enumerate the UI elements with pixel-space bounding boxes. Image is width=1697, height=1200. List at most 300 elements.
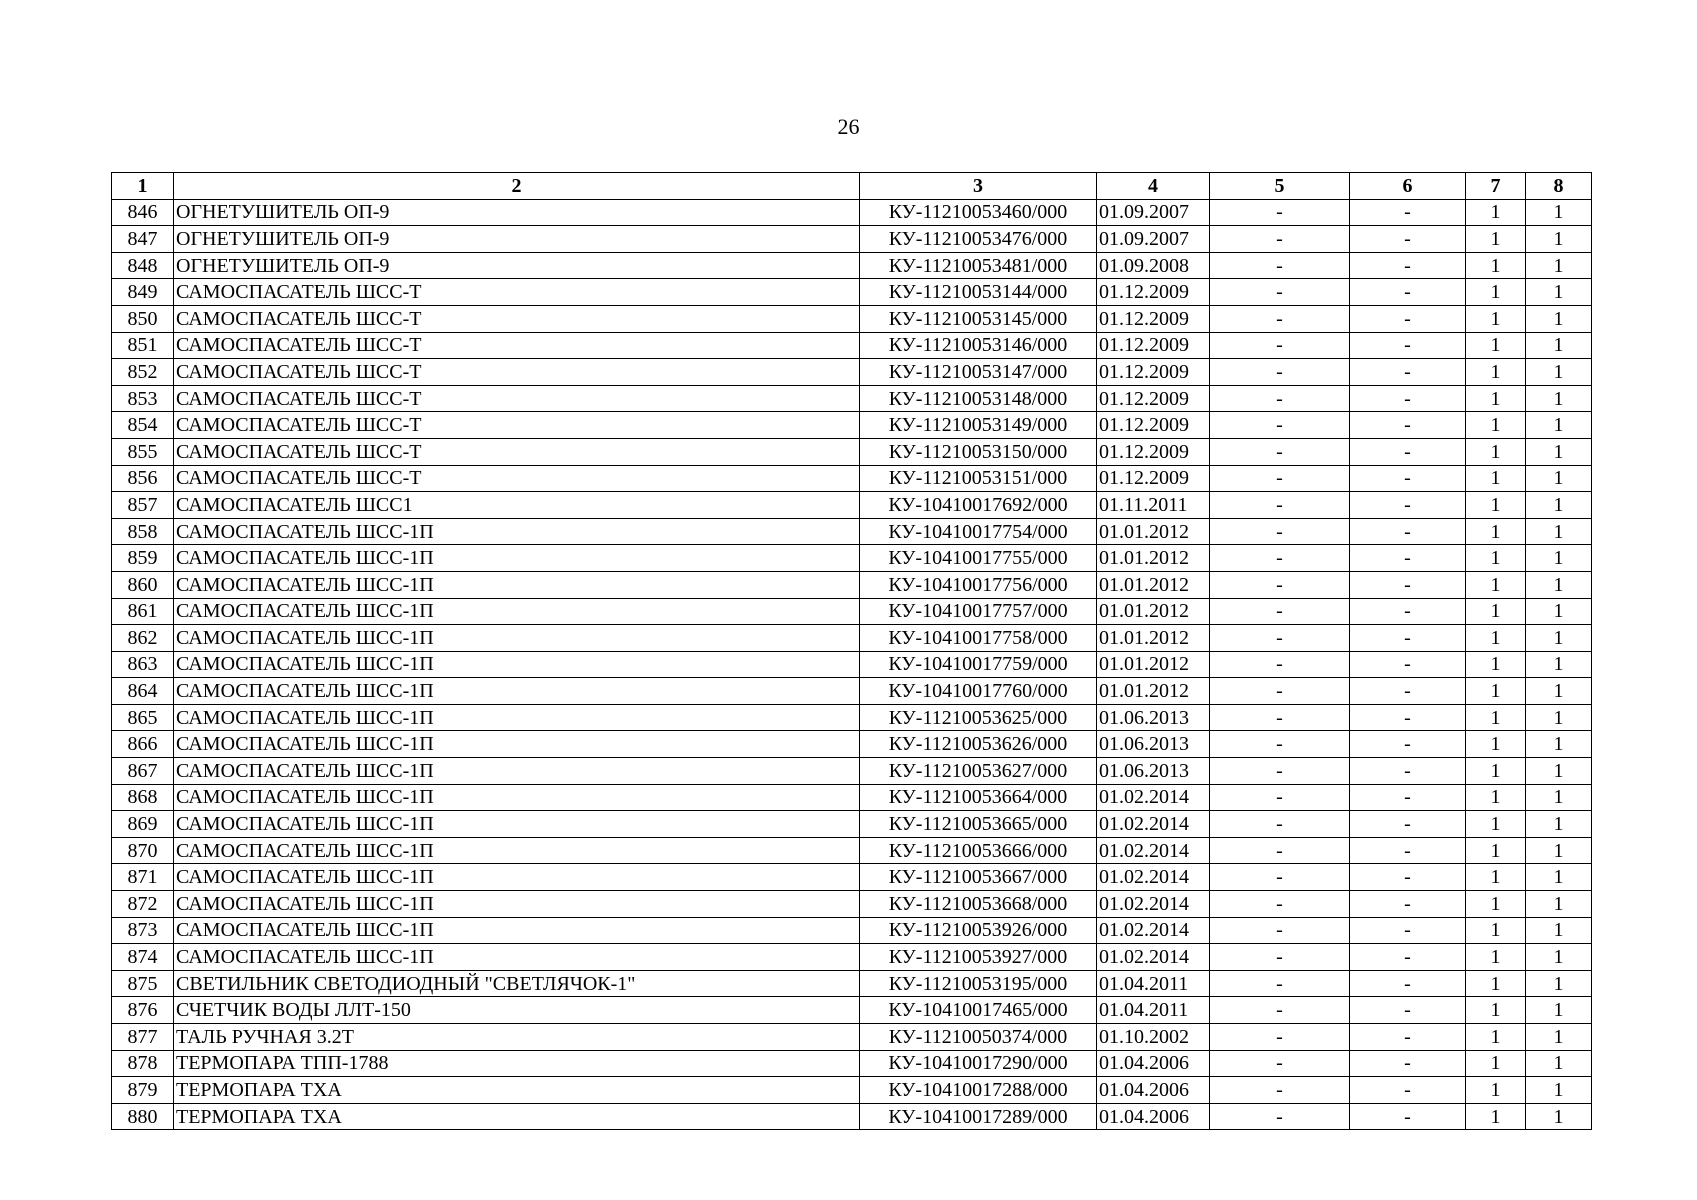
cell-col-8: 1 [1526, 252, 1592, 279]
cell-name: САМОСПАСАТЕЛЬ ШСС-1П [174, 651, 860, 678]
cell-col-6: - [1350, 891, 1466, 918]
cell-name: ТЕРМОПАРА ТХА [174, 1077, 860, 1104]
table-row [112, 492, 1592, 519]
cell-number: 877 [112, 1024, 174, 1051]
cell-date: 01.12.2009 [1097, 438, 1210, 465]
cell-number: 847 [112, 226, 174, 253]
table-row [112, 625, 1592, 652]
cell-number: 861 [112, 598, 174, 625]
table-row [112, 332, 1592, 359]
cell-col-6: - [1350, 758, 1466, 785]
cell-inventory-code: КУ-10410017755/000 [860, 545, 1097, 572]
cell-date: 01.04.2011 [1097, 970, 1210, 997]
cell-col-7: 1 [1466, 305, 1526, 332]
cell-number: 858 [112, 518, 174, 545]
cell-name: САМОСПАСАТЕЛЬ ШСС-1П [174, 917, 860, 944]
table-row [112, 651, 1592, 678]
cell-col-8: 1 [1526, 704, 1592, 731]
cell-inventory-code: КУ-11210053145/000 [860, 305, 1097, 332]
table-row [112, 917, 1592, 944]
cell-col-6: - [1350, 625, 1466, 652]
cell-col-6: - [1350, 252, 1466, 279]
cell-name: САМОСПАСАТЕЛЬ ШСС-1П [174, 625, 860, 652]
cell-col-8: 1 [1526, 758, 1592, 785]
cell-col-8: 1 [1526, 678, 1592, 705]
column-header-2: 2 [174, 173, 860, 200]
cell-name: САМОСПАСАТЕЛЬ ШСС-1П [174, 571, 860, 598]
cell-inventory-code: КУ-11210053666/000 [860, 837, 1097, 864]
cell-col-6: - [1350, 332, 1466, 359]
cell-number: 880 [112, 1103, 174, 1130]
cell-col-5: - [1210, 970, 1350, 997]
cell-col-7: 1 [1466, 1077, 1526, 1104]
cell-col-5: - [1210, 252, 1350, 279]
cell-col-8: 1 [1526, 492, 1592, 519]
cell-inventory-code: КУ-11210053146/000 [860, 332, 1097, 359]
cell-name: САМОСПАСАТЕЛЬ ШСС-1П [174, 944, 860, 971]
cell-name: САМОСПАСАТЕЛЬ ШСС-1П [174, 811, 860, 838]
page-number: 26 [837, 114, 860, 139]
cell-col-8: 1 [1526, 1077, 1592, 1104]
cell-col-6: - [1350, 518, 1466, 545]
cell-name: САМОСПАСАТЕЛЬ ШСС-Т [174, 385, 860, 412]
cell-inventory-code: КУ-11210053667/000 [860, 864, 1097, 891]
cell-col-5: - [1210, 412, 1350, 439]
cell-col-5: - [1210, 625, 1350, 652]
cell-col-6: - [1350, 438, 1466, 465]
cell-inventory-code: КУ-11210053627/000 [860, 758, 1097, 785]
cell-number: 856 [112, 465, 174, 492]
cell-col-8: 1 [1526, 864, 1592, 891]
cell-col-8: 1 [1526, 1103, 1592, 1130]
table-row [112, 944, 1592, 971]
cell-col-5: - [1210, 678, 1350, 705]
cell-col-7: 1 [1466, 571, 1526, 598]
cell-col-6: - [1350, 944, 1466, 971]
cell-col-5: - [1210, 704, 1350, 731]
column-header-4: 4 [1097, 173, 1210, 200]
cell-col-8: 1 [1526, 279, 1592, 306]
cell-number: 854 [112, 412, 174, 439]
cell-inventory-code: КУ-10410017290/000 [860, 1050, 1097, 1077]
table-row [112, 438, 1592, 465]
cell-col-6: - [1350, 917, 1466, 944]
cell-col-8: 1 [1526, 305, 1592, 332]
cell-col-7: 1 [1466, 651, 1526, 678]
table-row [112, 226, 1592, 253]
cell-col-7: 1 [1466, 970, 1526, 997]
cell-col-7: 1 [1466, 917, 1526, 944]
cell-name: САМОСПАСАТЕЛЬ ШСС-1П [174, 784, 860, 811]
cell-col-5: - [1210, 811, 1350, 838]
cell-date: 01.12.2009 [1097, 279, 1210, 306]
table-row [112, 518, 1592, 545]
cell-date: 01.01.2012 [1097, 625, 1210, 652]
cell-col-8: 1 [1526, 731, 1592, 758]
cell-col-7: 1 [1466, 226, 1526, 253]
cell-number: 849 [112, 279, 174, 306]
cell-number: 869 [112, 811, 174, 838]
cell-col-6: - [1350, 837, 1466, 864]
cell-col-8: 1 [1526, 598, 1592, 625]
cell-number: 870 [112, 837, 174, 864]
cell-col-7: 1 [1466, 252, 1526, 279]
table-row [112, 359, 1592, 386]
cell-date: 01.06.2013 [1097, 704, 1210, 731]
cell-inventory-code: КУ-11210053664/000 [860, 784, 1097, 811]
table-body [112, 199, 1592, 1130]
cell-col-8: 1 [1526, 571, 1592, 598]
cell-col-7: 1 [1466, 891, 1526, 918]
cell-number: 848 [112, 252, 174, 279]
cell-col-7: 1 [1466, 385, 1526, 412]
cell-name: САМОСПАСАТЕЛЬ ШСС-Т [174, 465, 860, 492]
cell-col-5: - [1210, 1024, 1350, 1051]
cell-col-8: 1 [1526, 784, 1592, 811]
cell-number: 855 [112, 438, 174, 465]
table-row [112, 970, 1592, 997]
cell-number: 867 [112, 758, 174, 785]
cell-col-5: - [1210, 518, 1350, 545]
cell-col-7: 1 [1466, 279, 1526, 306]
cell-col-7: 1 [1466, 465, 1526, 492]
cell-number: 874 [112, 944, 174, 971]
cell-date: 01.04.2006 [1097, 1103, 1210, 1130]
cell-name: САМОСПАСАТЕЛЬ ШСС-Т [174, 412, 860, 439]
table-row [112, 731, 1592, 758]
cell-col-6: - [1350, 704, 1466, 731]
cell-col-8: 1 [1526, 837, 1592, 864]
cell-inventory-code: КУ-11210053625/000 [860, 704, 1097, 731]
cell-col-6: - [1350, 678, 1466, 705]
table-row [112, 704, 1592, 731]
cell-date: 01.12.2009 [1097, 359, 1210, 386]
cell-name: САМОСПАСАТЕЛЬ ШСС-1П [174, 704, 860, 731]
table-row [112, 412, 1592, 439]
cell-col-5: - [1210, 545, 1350, 572]
cell-date: 01.02.2014 [1097, 891, 1210, 918]
cell-col-8: 1 [1526, 359, 1592, 386]
cell-col-5: - [1210, 571, 1350, 598]
cell-date: 01.10.2002 [1097, 1024, 1210, 1051]
cell-number: 859 [112, 545, 174, 572]
cell-date: 01.12.2009 [1097, 412, 1210, 439]
cell-col-5: - [1210, 837, 1350, 864]
cell-col-5: - [1210, 359, 1350, 386]
cell-col-5: - [1210, 226, 1350, 253]
cell-col-5: - [1210, 598, 1350, 625]
cell-name: ТАЛЬ РУЧНАЯ 3.2Т [174, 1024, 860, 1051]
cell-col-6: - [1350, 811, 1466, 838]
cell-inventory-code: КУ-10410017760/000 [860, 678, 1097, 705]
table-row [112, 571, 1592, 598]
cell-name: ТЕРМОПАРА ТПП-1788 [174, 1050, 860, 1077]
cell-col-5: - [1210, 651, 1350, 678]
cell-col-7: 1 [1466, 199, 1526, 226]
cell-inventory-code: КУ-11210053626/000 [860, 731, 1097, 758]
cell-col-5: - [1210, 944, 1350, 971]
cell-col-6: - [1350, 226, 1466, 253]
cell-col-8: 1 [1526, 1024, 1592, 1051]
table-row [112, 864, 1592, 891]
cell-name: САМОСПАСАТЕЛЬ ШСС-Т [174, 305, 860, 332]
cell-col-8: 1 [1526, 917, 1592, 944]
cell-date: 01.01.2012 [1097, 651, 1210, 678]
cell-name: САМОСПАСАТЕЛЬ ШСС-1П [174, 758, 860, 785]
cell-col-6: - [1350, 1103, 1466, 1130]
cell-col-7: 1 [1466, 811, 1526, 838]
column-header-7: 7 [1466, 173, 1526, 200]
cell-inventory-code: КУ-11210053665/000 [860, 811, 1097, 838]
cell-col-5: - [1210, 997, 1350, 1024]
cell-number: 866 [112, 731, 174, 758]
cell-date: 01.04.2006 [1097, 1050, 1210, 1077]
cell-col-7: 1 [1466, 758, 1526, 785]
cell-number: 863 [112, 651, 174, 678]
cell-name: САМОСПАСАТЕЛЬ ШСС1 [174, 492, 860, 519]
cell-col-6: - [1350, 1050, 1466, 1077]
column-header-1: 1 [112, 173, 174, 200]
cell-inventory-code: КУ-11210053150/000 [860, 438, 1097, 465]
cell-col-7: 1 [1466, 625, 1526, 652]
table-row [112, 997, 1592, 1024]
cell-number: 865 [112, 704, 174, 731]
cell-name: САМОСПАСАТЕЛЬ ШСС-Т [174, 332, 860, 359]
cell-col-7: 1 [1466, 704, 1526, 731]
cell-col-8: 1 [1526, 970, 1592, 997]
table-row [112, 1077, 1592, 1104]
cell-date: 01.12.2009 [1097, 305, 1210, 332]
cell-name: ТЕРМОПАРА ТХА [174, 1103, 860, 1130]
table-row [112, 758, 1592, 785]
cell-inventory-code: КУ-11210053144/000 [860, 279, 1097, 306]
cell-number: 852 [112, 359, 174, 386]
table-row [112, 545, 1592, 572]
table-row [112, 678, 1592, 705]
header-row [112, 173, 1592, 200]
table-row [112, 1050, 1592, 1077]
cell-inventory-code: КУ-11210053926/000 [860, 917, 1097, 944]
cell-name: САМОСПАСАТЕЛЬ ШСС-1П [174, 864, 860, 891]
cell-number: 864 [112, 678, 174, 705]
cell-name: САМОСПАСАТЕЛЬ ШСС-1П [174, 678, 860, 705]
cell-col-6: - [1350, 970, 1466, 997]
cell-col-6: - [1350, 651, 1466, 678]
cell-col-7: 1 [1466, 837, 1526, 864]
cell-date: 01.01.2012 [1097, 518, 1210, 545]
cell-date: 01.12.2009 [1097, 465, 1210, 492]
cell-number: 871 [112, 864, 174, 891]
table-row [112, 252, 1592, 279]
cell-name: САМОСПАСАТЕЛЬ ШСС-1П [174, 837, 860, 864]
cell-col-7: 1 [1466, 1024, 1526, 1051]
cell-inventory-code: КУ-10410017289/000 [860, 1103, 1097, 1130]
cell-col-8: 1 [1526, 412, 1592, 439]
cell-col-8: 1 [1526, 226, 1592, 253]
cell-date: 01.01.2012 [1097, 598, 1210, 625]
cell-date: 01.02.2014 [1097, 811, 1210, 838]
cell-name: ОГНЕТУШИТЕЛЬ ОП-9 [174, 199, 860, 226]
table-row [112, 385, 1592, 412]
column-header-3: 3 [860, 173, 1097, 200]
cell-inventory-code: КУ-10410017759/000 [860, 651, 1097, 678]
cell-number: 873 [112, 917, 174, 944]
cell-inventory-code: КУ-11210053151/000 [860, 465, 1097, 492]
cell-date: 01.04.2011 [1097, 997, 1210, 1024]
column-header-5: 5 [1210, 173, 1350, 200]
cell-name: САМОСПАСАТЕЛЬ ШСС-1П [174, 598, 860, 625]
cell-col-6: - [1350, 997, 1466, 1024]
cell-col-5: - [1210, 305, 1350, 332]
cell-inventory-code: КУ-10410017758/000 [860, 625, 1097, 652]
cell-date: 01.04.2006 [1097, 1077, 1210, 1104]
table-row [112, 837, 1592, 864]
cell-number: 851 [112, 332, 174, 359]
cell-col-6: - [1350, 279, 1466, 306]
cell-date: 01.02.2014 [1097, 917, 1210, 944]
cell-col-6: - [1350, 545, 1466, 572]
cell-col-7: 1 [1466, 944, 1526, 971]
cell-inventory-code: КУ-10410017465/000 [860, 997, 1097, 1024]
cell-date: 01.06.2013 [1097, 758, 1210, 785]
cell-col-8: 1 [1526, 199, 1592, 226]
cell-col-8: 1 [1526, 811, 1592, 838]
cell-col-5: - [1210, 385, 1350, 412]
cell-col-6: - [1350, 731, 1466, 758]
cell-number: 872 [112, 891, 174, 918]
cell-col-6: - [1350, 412, 1466, 439]
table-row [112, 784, 1592, 811]
inventory-table [111, 172, 1592, 1130]
cell-col-8: 1 [1526, 1050, 1592, 1077]
cell-inventory-code: КУ-10410017756/000 [860, 571, 1097, 598]
cell-col-8: 1 [1526, 997, 1592, 1024]
table-row [112, 811, 1592, 838]
cell-col-7: 1 [1466, 731, 1526, 758]
cell-number: 862 [112, 625, 174, 652]
cell-number: 875 [112, 970, 174, 997]
cell-inventory-code: КУ-10410017757/000 [860, 598, 1097, 625]
cell-number: 879 [112, 1077, 174, 1104]
cell-col-7: 1 [1466, 784, 1526, 811]
cell-name: САМОСПАСАТЕЛЬ ШСС-1П [174, 731, 860, 758]
cell-col-8: 1 [1526, 518, 1592, 545]
cell-date: 01.09.2007 [1097, 199, 1210, 226]
cell-col-5: - [1210, 438, 1350, 465]
cell-name: САМОСПАСАТЕЛЬ ШСС-1П [174, 891, 860, 918]
table-row [112, 199, 1592, 226]
cell-number: 860 [112, 571, 174, 598]
cell-name: ОГНЕТУШИТЕЛЬ ОП-9 [174, 252, 860, 279]
cell-number: 878 [112, 1050, 174, 1077]
cell-col-7: 1 [1466, 359, 1526, 386]
cell-col-6: - [1350, 359, 1466, 386]
cell-col-8: 1 [1526, 625, 1592, 652]
cell-date: 01.01.2012 [1097, 678, 1210, 705]
cell-col-5: - [1210, 784, 1350, 811]
cell-number: 876 [112, 997, 174, 1024]
cell-name: СЧЕТЧИК ВОДЫ ЛЛТ-150 [174, 997, 860, 1024]
cell-col-5: - [1210, 492, 1350, 519]
cell-name: СВЕТИЛЬНИК СВЕТОДИОДНЫЙ "СВЕТЛЯЧОК-1" [174, 970, 860, 997]
cell-col-6: - [1350, 864, 1466, 891]
cell-col-5: - [1210, 332, 1350, 359]
cell-name: САМОСПАСАТЕЛЬ ШСС-1П [174, 518, 860, 545]
cell-inventory-code: КУ-11210053476/000 [860, 226, 1097, 253]
column-header-8: 8 [1526, 173, 1592, 200]
cell-inventory-code: КУ-11210053927/000 [860, 944, 1097, 971]
cell-date: 01.02.2014 [1097, 784, 1210, 811]
cell-col-8: 1 [1526, 465, 1592, 492]
cell-col-7: 1 [1466, 332, 1526, 359]
cell-date: 01.09.2008 [1097, 252, 1210, 279]
cell-name: САМОСПАСАТЕЛЬ ШСС-1П [174, 545, 860, 572]
cell-inventory-code: КУ-11210053148/000 [860, 385, 1097, 412]
cell-col-5: - [1210, 465, 1350, 492]
table-row [112, 1024, 1592, 1051]
cell-inventory-code: КУ-11210053149/000 [860, 412, 1097, 439]
cell-col-7: 1 [1466, 864, 1526, 891]
table-row [112, 305, 1592, 332]
cell-inventory-code: КУ-10410017692/000 [860, 492, 1097, 519]
cell-name: ОГНЕТУШИТЕЛЬ ОП-9 [174, 226, 860, 253]
cell-col-7: 1 [1466, 492, 1526, 519]
cell-col-7: 1 [1466, 997, 1526, 1024]
cell-col-5: - [1210, 1103, 1350, 1130]
cell-col-7: 1 [1466, 545, 1526, 572]
cell-date: 01.02.2014 [1097, 944, 1210, 971]
cell-number: 868 [112, 784, 174, 811]
cell-col-5: - [1210, 917, 1350, 944]
cell-col-5: - [1210, 758, 1350, 785]
cell-col-5: - [1210, 279, 1350, 306]
cell-inventory-code: КУ-11210050374/000 [860, 1024, 1097, 1051]
cell-col-5: - [1210, 891, 1350, 918]
cell-col-8: 1 [1526, 944, 1592, 971]
cell-inventory-code: КУ-11210053668/000 [860, 891, 1097, 918]
cell-col-6: - [1350, 199, 1466, 226]
cell-col-6: - [1350, 1077, 1466, 1104]
cell-col-8: 1 [1526, 438, 1592, 465]
cell-col-7: 1 [1466, 1103, 1526, 1130]
cell-col-6: - [1350, 571, 1466, 598]
cell-date: 01.11.2011 [1097, 492, 1210, 519]
cell-col-8: 1 [1526, 385, 1592, 412]
table-row [112, 465, 1592, 492]
cell-col-7: 1 [1466, 412, 1526, 439]
cell-date: 01.12.2009 [1097, 385, 1210, 412]
cell-inventory-code: КУ-11210053147/000 [860, 359, 1097, 386]
table-header [112, 173, 1592, 200]
cell-inventory-code: КУ-11210053460/000 [860, 199, 1097, 226]
cell-date: 01.01.2012 [1097, 545, 1210, 572]
cell-col-5: - [1210, 1050, 1350, 1077]
cell-col-8: 1 [1526, 891, 1592, 918]
cell-inventory-code: КУ-10410017288/000 [860, 1077, 1097, 1104]
cell-col-6: - [1350, 492, 1466, 519]
cell-date: 01.01.2012 [1097, 571, 1210, 598]
table-row [112, 279, 1592, 306]
table-row [112, 891, 1592, 918]
cell-col-6: - [1350, 598, 1466, 625]
cell-col-7: 1 [1466, 1050, 1526, 1077]
cell-date: 01.02.2014 [1097, 837, 1210, 864]
cell-inventory-code: КУ-10410017754/000 [860, 518, 1097, 545]
cell-date: 01.12.2009 [1097, 332, 1210, 359]
cell-inventory-code: КУ-11210053195/000 [860, 970, 1097, 997]
cell-col-7: 1 [1466, 518, 1526, 545]
cell-col-6: - [1350, 385, 1466, 412]
